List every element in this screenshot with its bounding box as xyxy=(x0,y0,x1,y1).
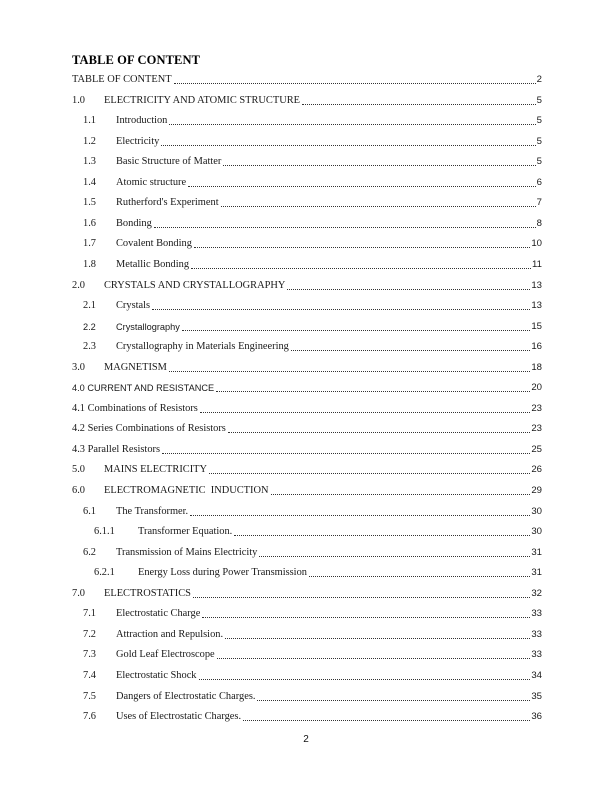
toc-entry-number: 2.3 xyxy=(83,341,96,353)
toc-entry-number: 1.0 xyxy=(72,94,85,106)
dot-leader xyxy=(162,452,530,454)
toc-entry[interactable] xyxy=(83,155,542,169)
toc-entry[interactable] xyxy=(83,320,542,334)
toc-entry-number: 1.5 xyxy=(83,197,96,209)
dot-leader xyxy=(182,329,531,331)
toc-entry-number: 6.1.1 xyxy=(94,526,115,538)
toc-entry-title: Covalent Bonding xyxy=(116,238,192,250)
toc-entry-number: 1.4 xyxy=(83,176,96,188)
dot-leader xyxy=(223,164,535,166)
toc-entry-page: 23 xyxy=(531,423,542,435)
toc-entry-page: 5 xyxy=(536,94,542,106)
dot-leader xyxy=(169,370,530,372)
dot-leader xyxy=(228,431,530,433)
toc-entry-title: TABLE OF CONTENT xyxy=(72,74,172,85)
toc-entry[interactable] xyxy=(94,525,542,539)
toc-entry-number: 5.0 xyxy=(72,464,85,476)
dot-leader xyxy=(291,349,530,351)
toc-entry-number: 7.5 xyxy=(83,690,96,702)
toc-entry-title: 4.3 Parallel Resistors xyxy=(72,443,161,455)
toc-entry-number: 1.3 xyxy=(83,156,96,168)
toc-entry-page: 33 xyxy=(531,608,542,620)
toc-entry[interactable] xyxy=(83,607,542,621)
dot-leader xyxy=(169,123,535,125)
toc-entry-title: Gold Leaf Electroscope xyxy=(116,649,215,661)
toc-entry[interactable] xyxy=(72,443,542,457)
toc-entry-number: 1.8 xyxy=(83,258,96,270)
toc-entry-number: 7.2 xyxy=(83,628,96,640)
toc-entry-page: 23 xyxy=(531,402,542,414)
toc-entry[interactable] xyxy=(83,217,542,231)
toc-entry[interactable] xyxy=(72,422,542,436)
toc-entry-title: Metallic Bonding xyxy=(116,258,190,270)
toc-entry-page: 7 xyxy=(536,197,542,209)
toc-entry[interactable] xyxy=(94,566,542,580)
toc-entry-page: 35 xyxy=(531,690,542,702)
toc-entry-page: 13 xyxy=(531,300,542,312)
toc-entry-page: 2 xyxy=(536,74,542,85)
dot-leader xyxy=(243,719,530,721)
toc-entry-title: Crystallography xyxy=(116,321,180,332)
toc-entry-page: 10 xyxy=(531,238,542,250)
toc-entry-page: 5 xyxy=(536,156,542,168)
toc-entry[interactable] xyxy=(72,484,542,498)
toc-entry-page: 30 xyxy=(531,526,542,538)
toc-entry-page: 6 xyxy=(536,176,542,188)
toc-entry-page: 31 xyxy=(531,567,542,579)
toc-entry[interactable] xyxy=(83,669,542,683)
toc-entry-title: Dangers of Electrostatic Charges. xyxy=(116,690,256,702)
toc-entry[interactable] xyxy=(83,628,542,642)
toc-entry-title: MAINS ELECTRICITY xyxy=(104,464,208,476)
toc-entry[interactable] xyxy=(72,73,542,87)
dot-leader xyxy=(174,82,536,84)
toc-entry[interactable] xyxy=(72,587,542,601)
toc-entry-number: 7.3 xyxy=(83,649,96,661)
dot-leader xyxy=(190,514,530,516)
toc-entry[interactable] xyxy=(83,258,542,272)
toc-entry-title: Crystallography in Materials Engineering xyxy=(116,341,289,353)
dot-leader xyxy=(234,534,530,536)
toc-entry-page: 20 xyxy=(531,382,542,394)
toc-entry-page: 30 xyxy=(531,505,542,517)
toc-entry-number: 6.2.1 xyxy=(94,567,115,579)
toc-entry-page: 33 xyxy=(531,649,542,661)
toc-entry-title: Electricity xyxy=(116,135,160,147)
toc-entry-page: 25 xyxy=(531,443,542,455)
toc-entry-title: CRYSTALS AND CRYSTALLOGRAPHY xyxy=(104,279,286,291)
dot-leader xyxy=(209,472,530,474)
toc-entry-number: 2.0 xyxy=(72,279,85,291)
toc-entry[interactable] xyxy=(72,381,542,395)
toc-entry-title: 4.0 CURRENT AND RESISTANCE xyxy=(72,383,215,394)
dot-leader xyxy=(199,678,531,680)
toc-entry-title: Basic Structure of Matter xyxy=(116,156,222,168)
dot-leader xyxy=(221,205,536,207)
toc-entry-title: 4.1 Combinations of Resistors xyxy=(72,402,198,414)
toc-entry-title: Electrostatic Shock xyxy=(116,669,197,681)
page-number: 2 xyxy=(303,734,309,745)
toc-entry[interactable] xyxy=(83,237,542,251)
dot-leader xyxy=(217,657,531,659)
dot-leader xyxy=(152,308,530,310)
toc-entry-title: ELECTROSTATICS xyxy=(104,587,191,599)
toc-entry[interactable] xyxy=(83,176,542,190)
toc-entry[interactable] xyxy=(83,340,542,354)
toc-entry-title: ELECTRICITY AND ATOMIC STRUCTURE xyxy=(104,94,300,106)
toc-entry-page: 32 xyxy=(531,587,542,599)
toc-entry-number: 2.2 xyxy=(83,321,96,332)
toc-entry-number: 1.6 xyxy=(83,217,96,229)
toc-entry-page: 18 xyxy=(531,361,542,373)
toc-entry-title: Transmission of Mains Electricity xyxy=(116,546,258,558)
toc-entry-number: 7.6 xyxy=(83,711,96,723)
dot-leader xyxy=(225,637,530,639)
toc-entry-page: 13 xyxy=(531,279,542,291)
toc-entry-page: 16 xyxy=(531,341,542,353)
toc-entry-page: 33 xyxy=(531,628,542,640)
toc-entry-title: MAGNETISM xyxy=(104,361,167,373)
toc-entry-page: 26 xyxy=(531,464,542,476)
toc-entry-number: 2.1 xyxy=(83,300,96,312)
toc-entry[interactable] xyxy=(72,402,542,416)
toc-entry-page: 5 xyxy=(536,115,542,127)
dot-leader xyxy=(259,555,530,557)
toc-entry[interactable] xyxy=(83,546,542,560)
toc-entry-page: 36 xyxy=(531,711,542,723)
toc-entry-number: 6.2 xyxy=(83,546,96,558)
toc-entry-number: 1.7 xyxy=(83,238,96,250)
toc-entry-title: Uses of Electrostatic Charges. xyxy=(116,711,242,723)
toc-entry-title: Bonding xyxy=(116,217,152,229)
toc-entry[interactable] xyxy=(72,463,542,477)
toc-entry-number: 3.0 xyxy=(72,361,85,373)
toc-entry-title: Rutherford's Experiment xyxy=(116,197,219,209)
toc-entry-title: Electrostatic Charge xyxy=(116,608,201,620)
toc-entry-title: Transformer Equation. xyxy=(138,526,233,538)
toc-entry-page: 31 xyxy=(531,546,542,558)
toc-entry[interactable] xyxy=(72,361,542,375)
dot-leader xyxy=(161,144,535,146)
toc-entry-title: ELECTROMAGNETIC INDUCTION xyxy=(104,485,269,496)
dot-leader xyxy=(271,493,531,495)
toc-entry-number: 7.0 xyxy=(72,587,85,599)
toc-entry[interactable] xyxy=(83,648,542,662)
toc-entry-title: Crystals xyxy=(116,300,151,312)
toc-entry[interactable] xyxy=(72,279,542,293)
toc-entry-title: 4.2 Series Combinations of Resistors xyxy=(72,423,226,435)
toc-entry[interactable] xyxy=(83,135,542,149)
toc-entry-number: 7.4 xyxy=(83,669,96,681)
toc-entry[interactable] xyxy=(83,710,542,724)
toc-entry[interactable] xyxy=(83,690,542,704)
toc-entry-page: 15 xyxy=(531,320,542,332)
dot-leader xyxy=(287,288,530,290)
toc-entry[interactable] xyxy=(83,196,542,210)
toc-entry[interactable] xyxy=(72,94,542,108)
toc-entry-number: 6.0 xyxy=(72,485,85,496)
toc-entry-page: 11 xyxy=(532,258,542,270)
toc-entry[interactable] xyxy=(83,114,542,128)
toc-entry-title: The Transformer. xyxy=(116,505,189,517)
toc-entry-page: 34 xyxy=(531,669,542,681)
toc-entry-number: 1.1 xyxy=(83,115,96,127)
toc-entry[interactable] xyxy=(83,505,542,519)
toc-entry-title: Attraction and Repulsion. xyxy=(116,628,224,640)
dot-leader xyxy=(194,246,530,248)
dot-leader xyxy=(193,596,530,598)
toc-entry-title: Atomic structure xyxy=(116,176,187,188)
toc-entry[interactable] xyxy=(83,299,542,313)
toc-entry-number: 1.2 xyxy=(83,135,96,147)
toc-entry-page: 8 xyxy=(536,217,542,229)
toc-heading: TABLE OF CONTENT xyxy=(72,53,201,67)
toc-entry-page: 5 xyxy=(536,135,542,147)
toc-entry-number: 7.1 xyxy=(83,608,96,620)
dot-leader xyxy=(200,411,530,413)
dot-leader xyxy=(216,390,530,392)
dot-leader xyxy=(302,103,536,105)
dot-leader xyxy=(188,185,536,187)
toc-entry-number: 6.1 xyxy=(83,505,96,517)
toc-entry-title: Energy Loss during Power Transmission xyxy=(138,567,307,579)
dot-leader xyxy=(309,575,530,577)
dot-leader xyxy=(202,616,530,618)
dot-leader xyxy=(154,226,536,228)
dot-leader xyxy=(191,267,531,269)
toc-entry-title: Introduction xyxy=(116,115,168,127)
toc-entry-page: 29 xyxy=(531,485,542,496)
dot-leader xyxy=(257,699,530,701)
